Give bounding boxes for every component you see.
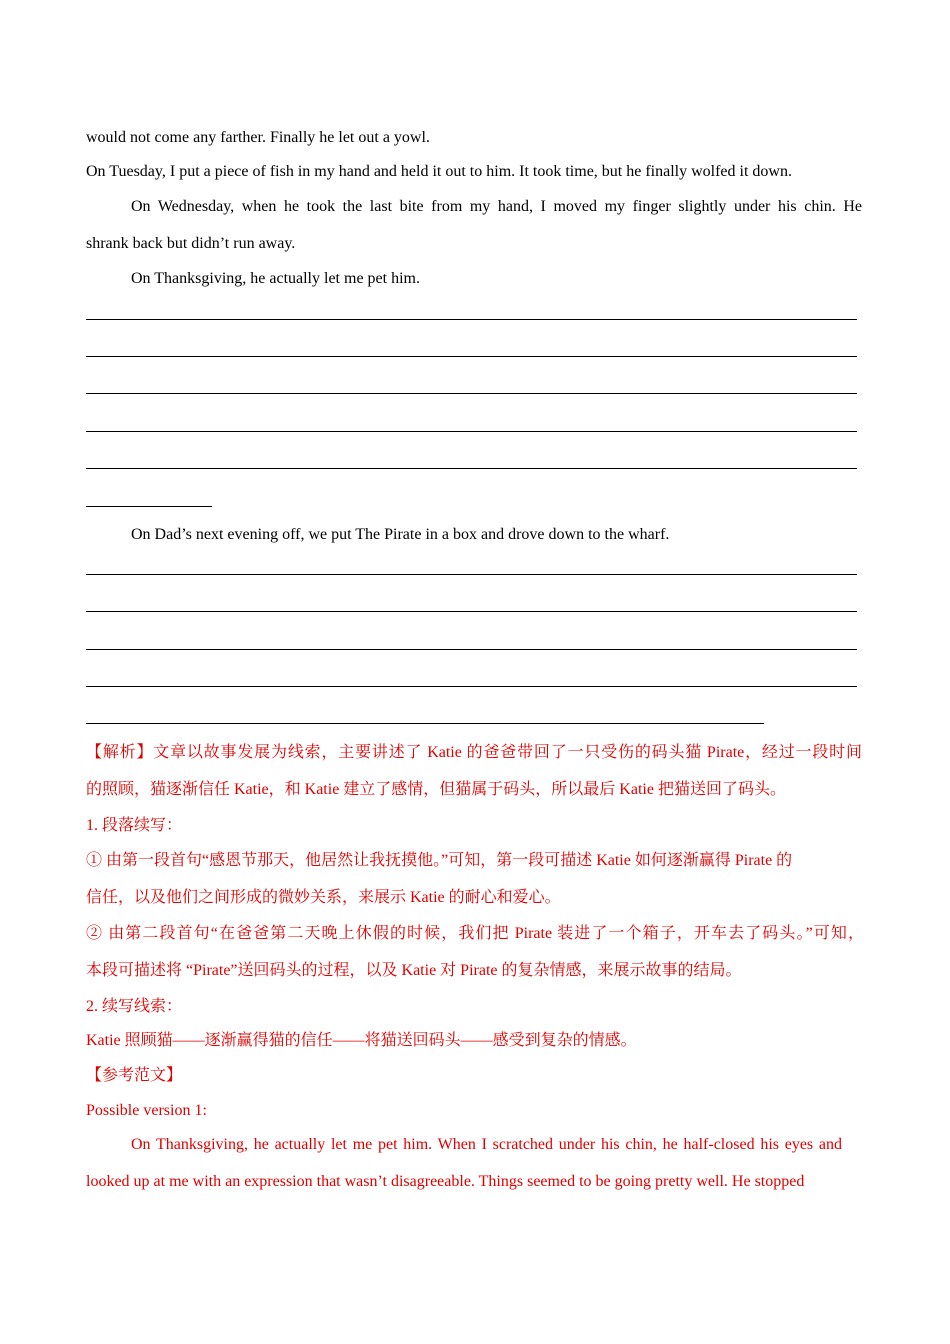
analysis-item-2-line-1: ② 由第二段首句“在爸爸第二天晚上休假的时候，我们把 Pirate 装进了一个箱子，开车去了码头。”可知，	[86, 925, 864, 942]
writing-line	[86, 431, 857, 432]
writing-line	[86, 574, 857, 575]
story-paragraph-3-line-1: On Wednesday, when he took the last bite from my hand, I moved my finger slightly under his chin. He	[131, 198, 862, 215]
story-paragraph-2: On Tuesday, I put a piece of fish in my hand and held it out to him. It took time, but he finally wolfed it down.	[86, 163, 792, 180]
analysis-intro-line-2: 的照顾，猫逐渐信任 Katie，和 Katie 建立了感情，但猫属于码头，所以最后 Katie 把猫送回了码头。	[86, 781, 786, 798]
writing-line	[86, 356, 857, 357]
writing-line	[86, 649, 857, 650]
version-label: Possible version 1:	[86, 1102, 207, 1119]
reference-heading: 【参考范文】	[86, 1067, 183, 1084]
analysis-item-1-line-2: 信任，以及他们之间形成的微妙关系，来展示 Katie 的耐心和爱心。	[86, 889, 561, 906]
story-paragraph-3-line-2: shrank back but didn’t run away.	[86, 235, 296, 252]
analysis-intro-line-1: 【解析】文章以故事发展为线索，主要讲述了 Katie 的爸爸带回了一只受伤的码头猫 Pirate，经过一段时间	[86, 744, 862, 761]
analysis-item-2-line-2: 本段可描述将 “Pirate”送回码头的过程，以及 Katie 对 Pirate 的复杂情感，来展示故事的结局。	[86, 962, 742, 979]
sample-line-2: looked up at me with an expression that wasn’t disagreeable. Things seemed to be going pretty well. He stopped	[86, 1173, 805, 1190]
writing-line	[86, 319, 857, 320]
sample-line-1: On Thanksgiving, he actually let me pet him. When I scratched under his chin, he half-closed his eyes and	[131, 1136, 842, 1153]
writing-line	[86, 393, 857, 394]
story-paragraph-5-opening: On Dad’s next evening off, we put The Pirate in a box and drove down to the wharf.	[131, 526, 670, 543]
writing-line	[86, 468, 857, 469]
writing-line-last	[86, 723, 764, 724]
writing-line	[86, 611, 857, 612]
writing-line-short	[86, 506, 212, 507]
analysis-heading-2: 2. 续写线索：	[86, 998, 183, 1015]
analysis-heading-1: 1. 段落续写：	[86, 817, 183, 834]
story-paragraph-4-opening: On Thanksgiving, he actually let me pet him.	[131, 270, 420, 287]
analysis-clue: Katie 照顾猫——逐渐赢得猫的信任——将猫送回码头——感受到复杂的情感。	[86, 1032, 637, 1049]
writing-line	[86, 686, 857, 687]
analysis-item-1-line-1: ① 由第一段首句“感恩节那天，他居然让我抚摸他。”可知，第一段可描述 Katie 如何逐渐赢得 Pirate 的	[86, 852, 793, 869]
story-paragraph-1-tail: would not come any farther. Finally he let out a yowl.	[86, 129, 430, 146]
